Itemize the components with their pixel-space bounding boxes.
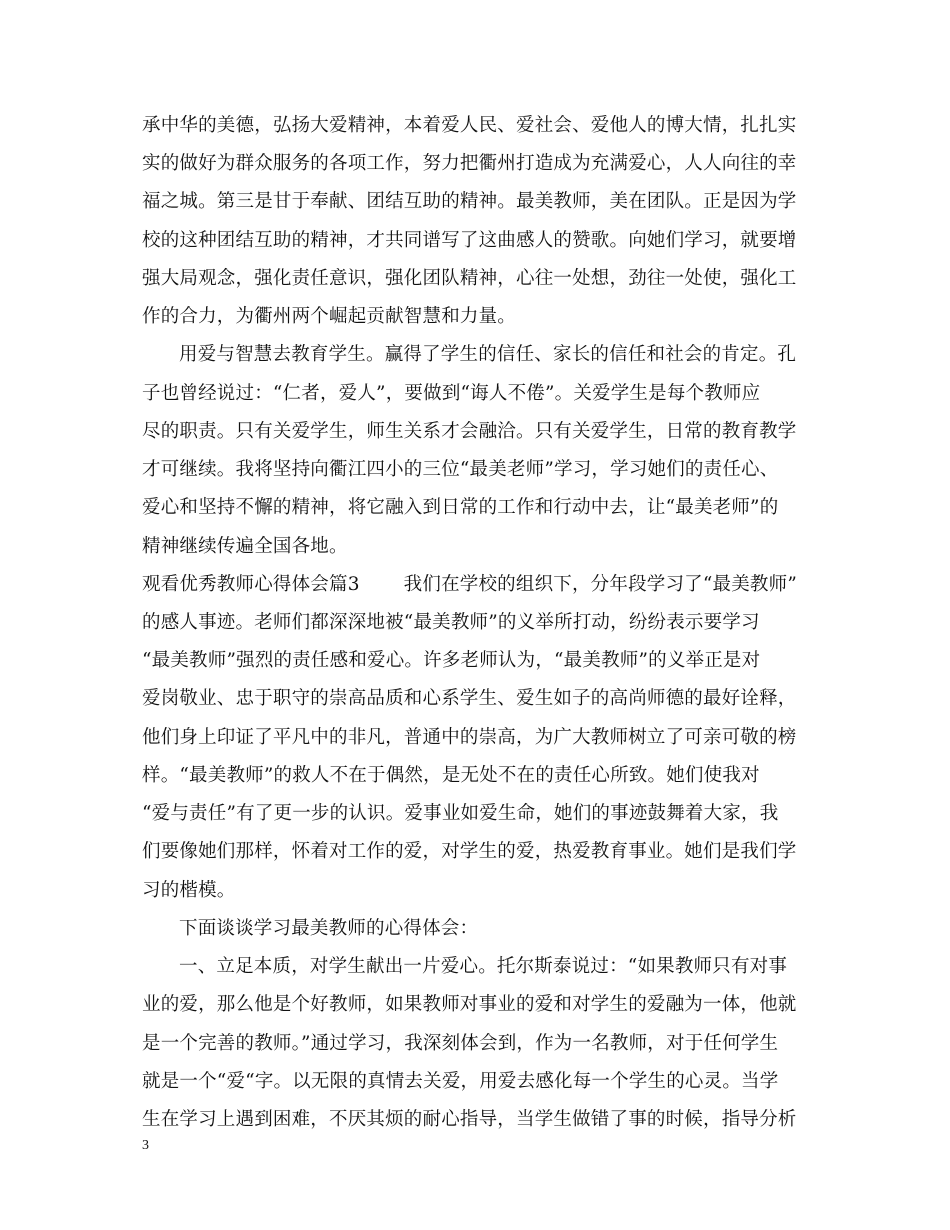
text-line: 作的合力，为衢州两个崛起贡献智慧和力量。 [142,306,517,327]
text-line: 业的爱，那么他是个好教师，如果教师对事业的爱和对学生的爱融为一体，他就 [142,994,797,1015]
page-number: 3 [142,1138,149,1153]
text-line: 强大局观念，强化责任意识，强化团队精神，心往一处想，劲往一处使，强化工 [142,268,797,289]
text-line: 就是一个“爱“字。以无限的真情去关爱，用爱去感化每一个学生的心灵。当学 [142,1071,779,1092]
text-line: 用爱与智慧去教育学生。赢得了学生的信任、家长的信任和社会的肯定。孔 [179,344,797,365]
text-line: 爱心和坚持不懈的精神，将它融入到日常的工作和行动中去，让“最美老师”的 [142,497,779,518]
text-line: 才可继续。我将坚持向衢江四小的三位“最美老师”学习，学习她们的责任心、 [142,459,779,480]
text-line: 习的楷模。 [142,880,236,901]
text-line: 一、立足本质，对学生献出一片爱心。托尔斯泰说过：“如果教师只有对事 [179,956,788,977]
text-line: 实的做好为群众服务的各项工作，努力把衢州打造成为充满爱心，人人向往的幸 [142,153,797,174]
text-line: 爱岗敬业、忠于职守的崇高品质和心系学生、爱生如子的高尚师德的最好诠释， [142,688,797,709]
text-line: 子也曾经说过：“仁者，爱人”，要做到“诲人不倦”。关爱学生是每个教师应 [142,383,761,404]
section-heading-line [142,573,797,597]
text-line: 生在学习上遇到困难，不厌其烦的耐心指导，当学生做错了事的时候，指导分析 [142,1109,797,1130]
text-line: 下面谈谈学习最美教师的心得体会： [179,918,479,939]
text-line: 精神继续传遍全国各地。 [142,536,348,557]
text-line: 的感人事迹。老师们都深深地被“最美教师”的义举所打动，纷纷表示要学习 [142,612,760,633]
text-line: 我们在学校的组织下，分年段学习了“最美教师” [403,574,797,595]
text-line: 们要像她们那样，怀着对工作的爱，对学生的爱，热爱教育事业。她们是我们学 [142,841,797,862]
text-line: 承中华的美德，弘扬大爱精神，本着爱人民、爱社会、爱他人的博大情，扎扎实 [142,115,797,136]
text-line: 是一个完善的教师。”通过学习，我深刻体会到，作为一名教师，对于任何学生 [142,1033,779,1054]
text-line: 样。“最美教师”的救人不在于偶然，是无处不在的责任心所致。她们使我对 [142,765,760,786]
text-line: 他们身上印证了平凡中的非凡，普通中的崇高，为广大教师树立了可亲可敬的榜 [142,727,797,748]
text-line: “最美教师”强烈的责任感和爱心。许多老师认为，“最美教师”的义举正是对 [142,650,761,671]
section-heading: 观看优秀教师心得体会篇3 [142,574,360,595]
text-line: 校的这种团结互助的精神，才共同谱写了这曲感人的赞歌。向她们学习，就要增 [142,230,797,251]
text-line: 尽的职责。只有关爱学生，师生关系才会融洽。只有关爱学生，日常的教育教学 [142,421,797,442]
text-line: “爱与责任”有了更一步的认识。爱事业如爱生命，她们的事迹鼓舞着大家，我 [142,803,779,824]
text-line: 福之城。第三是甘于奉献、团结互助的精神。最美教师，美在团队。正是因为学 [142,191,797,212]
